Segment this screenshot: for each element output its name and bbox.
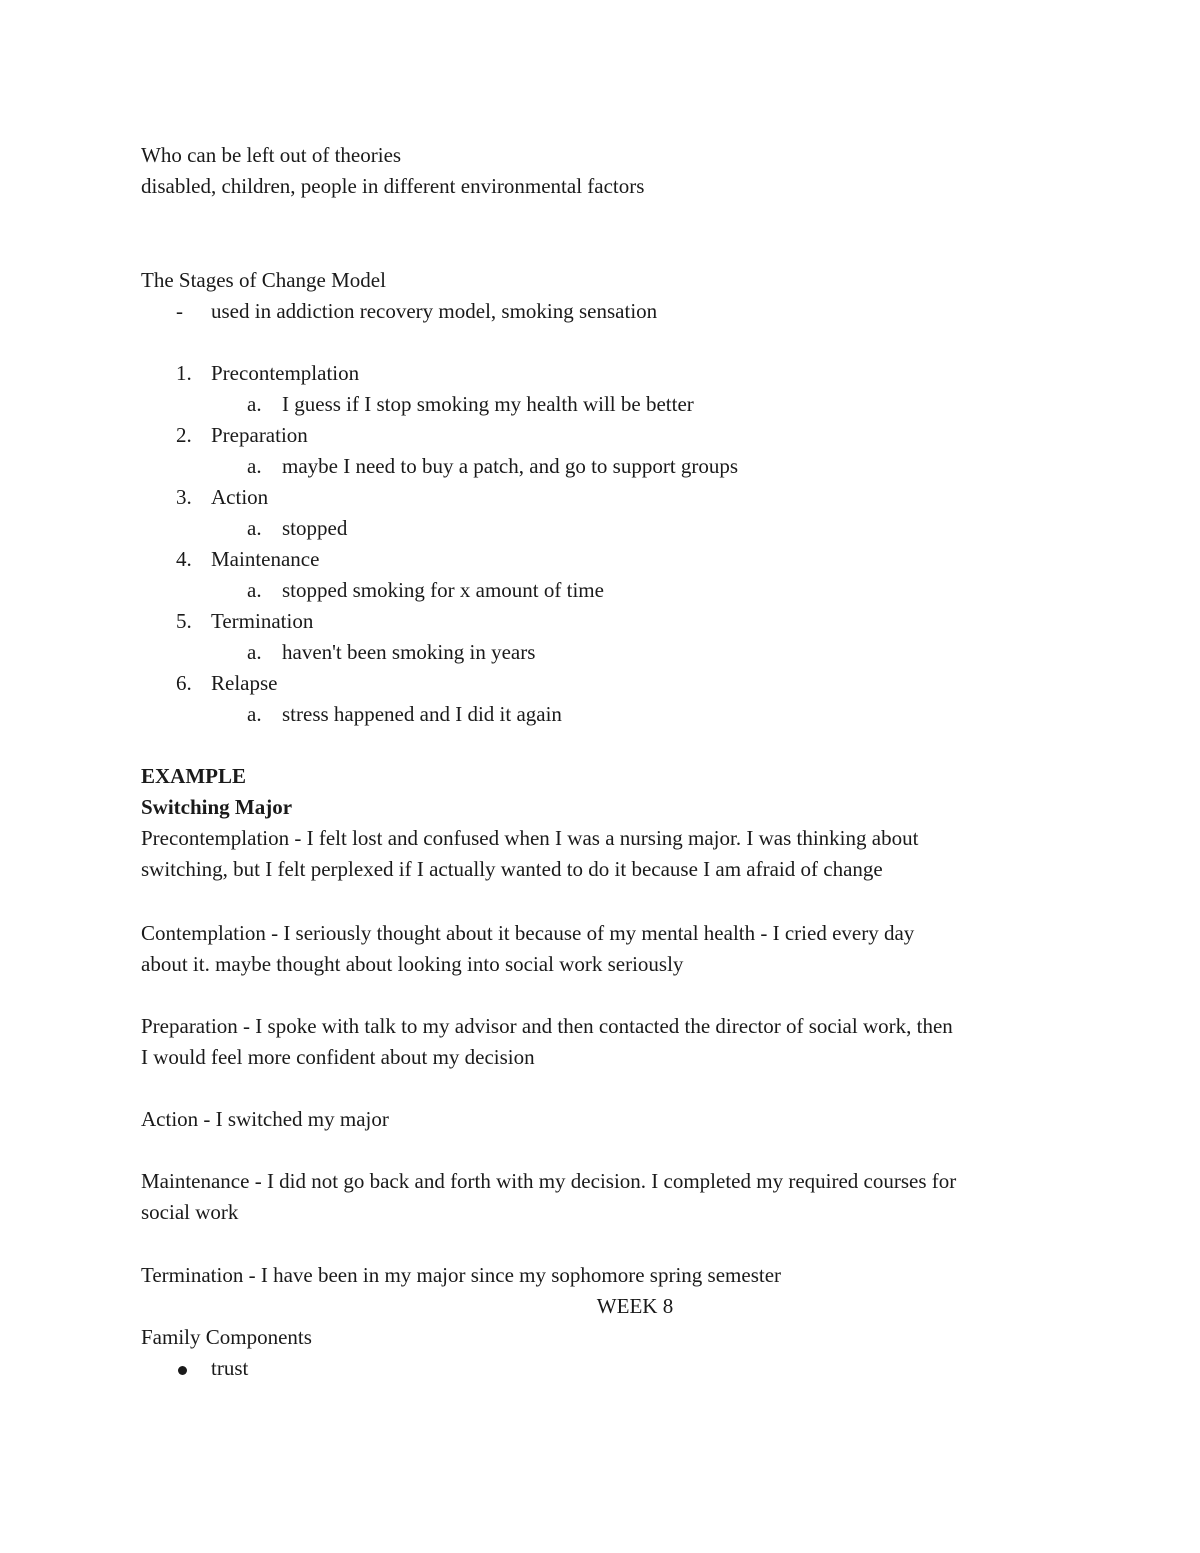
- sub-marker: a.: [247, 702, 262, 726]
- stage-example: I guess if I stop smoking my health will be better: [282, 392, 694, 416]
- bullet-icon: [178, 1366, 187, 1375]
- sub-marker: a.: [247, 640, 262, 664]
- stage-name: Action: [211, 485, 269, 509]
- sub-marker: a.: [247, 578, 262, 602]
- example-contemplation-line: about it. maybe thought about looking into social work seriously: [141, 952, 684, 976]
- example-contemplation-line: Contemplation - I seriously thought about it because of my mental health - I cried every day: [141, 921, 915, 945]
- stage-name: Termination: [211, 609, 314, 633]
- stage-name: Preparation: [211, 423, 308, 447]
- stage-example: stopped smoking for x amount of time: [282, 578, 604, 602]
- stage-number: 1.: [176, 361, 192, 385]
- stage-number: 4.: [176, 547, 192, 571]
- bullet-item: trust: [211, 1356, 249, 1380]
- stage-number: 2.: [176, 423, 192, 447]
- example-termination-line: Termination - I have been in my major since my sophomore spring semester: [141, 1263, 782, 1287]
- sub-marker: a.: [247, 392, 262, 416]
- example-subheading: Switching Major: [141, 795, 293, 819]
- stage-example: stopped: [282, 516, 348, 540]
- dash-marker: -: [176, 299, 183, 323]
- model-title: The Stages of Change Model: [141, 268, 386, 292]
- sub-marker: a.: [247, 454, 262, 478]
- stage-number: 6.: [176, 671, 192, 695]
- stage-name: Relapse: [211, 671, 278, 695]
- example-preparation-line: I would feel more confident about my decision: [141, 1045, 535, 1069]
- example-precontemplation-line: Precontemplation - I felt lost and confused when I was a nursing major. I was thinking about: [141, 826, 919, 850]
- stage-example: haven't been smoking in years: [282, 640, 536, 664]
- stage-number: 5.: [176, 609, 192, 633]
- intro-question: Who can be left out of theories: [141, 143, 402, 167]
- stage-name: Maintenance: [211, 547, 320, 571]
- example-action-line: Action - I switched my major: [141, 1107, 389, 1131]
- model-note: used in addiction recovery model, smoking sensation: [211, 299, 658, 323]
- example-preparation-line: Preparation - I spoke with talk to my advisor and then contacted the director of social work, then: [141, 1014, 953, 1038]
- sub-marker: a.: [247, 516, 262, 540]
- stage-example: stress happened and I did it again: [282, 702, 562, 726]
- stage-example: maybe I need to buy a patch, and go to support groups: [282, 454, 739, 478]
- example-maintenance-line: social work: [141, 1200, 239, 1224]
- week-title: Family Components: [141, 1325, 312, 1349]
- week-label: WEEK 8: [596, 1294, 674, 1318]
- intro-answer: disabled, children, people in different environmental factors: [141, 174, 645, 198]
- stage-number: 3.: [176, 485, 192, 509]
- stage-name: Precontemplation: [211, 361, 360, 385]
- example-heading: EXAMPLE: [141, 764, 246, 788]
- example-maintenance-line: Maintenance - I did not go back and forth with my decision. I completed my required courses for: [141, 1169, 957, 1193]
- example-precontemplation-line: switching, but I felt perplexed if I actually wanted to do it because I am afraid of change: [141, 857, 883, 881]
